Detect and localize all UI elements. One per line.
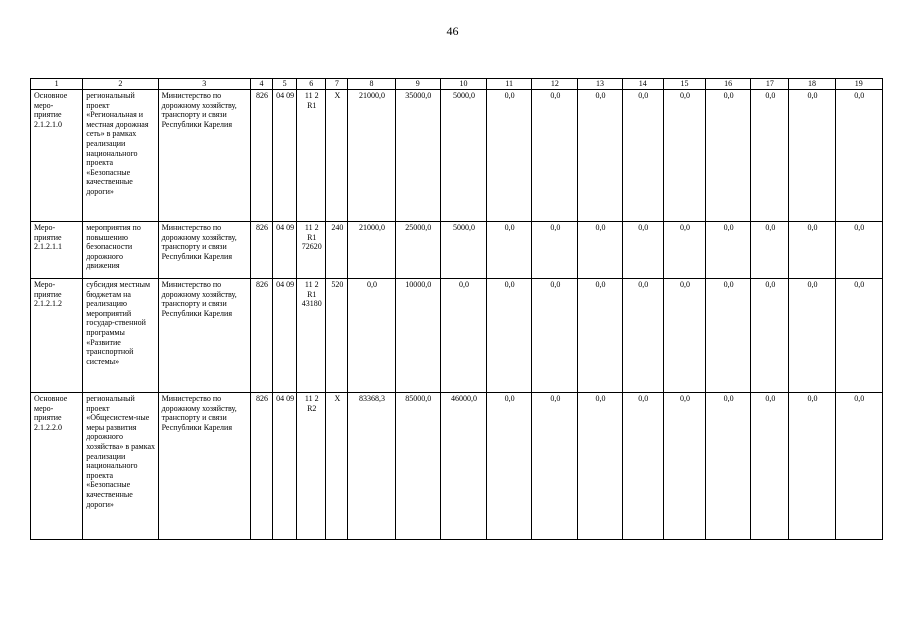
cell-grbs: 826 [251,393,273,540]
cell-event-name: субсидия местным бюджетам на реализацию мероприятий государ-ственной программы «Развитие транспортной системы» [83,279,158,393]
column-header: 19 [835,79,882,90]
budget-table [30,78,883,540]
cell-event-type: Меро-приятие 2.1.2.1.1 [31,222,83,279]
cell-value: 0,0 [578,90,622,222]
cell-executor: Министерство по дорожному хозяйству, транспорту и связи Республики Карелия [158,279,250,393]
cell-executor: Министерство по дорожному хозяйству, транспорту и связи Республики Карелия [158,393,250,540]
cell-value: 0,0 [348,279,395,393]
cell-grbs: 826 [251,222,273,279]
cell-expense-type: X [326,393,348,540]
cell-expense-type: 240 [326,222,348,279]
cell-value: 0,0 [622,222,663,279]
cell-expense-type: 520 [326,279,348,393]
cell-section: 04 09 [273,393,297,540]
cell-value: 0,0 [532,222,578,279]
table-row [31,222,883,279]
cell-value: 0,0 [835,222,882,279]
cell-section: 04 09 [273,279,297,393]
cell-value: 0,0 [789,222,835,279]
column-header: 17 [751,79,789,90]
cell-executor: Министерство по дорожному хозяйству, транспорту и связи Республики Карелия [158,90,250,222]
cell-value: 83368,3 [348,393,395,540]
cell-value: 0,0 [751,90,789,222]
cell-value: 0,0 [440,279,486,393]
column-header: 9 [395,79,440,90]
cell-value: 0,0 [487,90,532,222]
cell-value: 85000,0 [395,393,440,540]
cell-value: 0,0 [622,279,663,393]
cell-value: 0,0 [751,393,789,540]
cell-expense-type: X [326,90,348,222]
cell-value: 0,0 [706,90,751,222]
cell-executor: Министерство по дорожному хозяйству, транспорту и связи Республики Карелия [158,222,250,279]
cell-value: 0,0 [578,222,622,279]
cell-value: 0,0 [622,90,663,222]
table-row [31,90,883,222]
cell-value: 0,0 [789,393,835,540]
cell-grbs: 826 [251,90,273,222]
cell-value: 0,0 [578,279,622,393]
cell-event-name: региональный проект «Региональная и местная дорожная сеть» в рамках реализации национального проекта «Безопасные качественные дороги» [83,90,158,222]
cell-event-name: региональный проект «Общесистем-ные меры развития дорожного хозяйства» в рамках реализации национального проекта «Безопасные качественные дороги» [83,393,158,540]
cell-value: 10000,0 [395,279,440,393]
cell-value: 0,0 [706,279,751,393]
cell-value: 0,0 [789,90,835,222]
cell-event-name: мероприятия по повышению безопасности дорожного движения [83,222,158,279]
cell-value: 0,0 [789,279,835,393]
cell-value: 0,0 [663,279,705,393]
column-header: 3 [158,79,250,90]
cell-value: 0,0 [751,279,789,393]
cell-value: 0,0 [487,393,532,540]
cell-section: 04 09 [273,222,297,279]
cell-target-article: 11 2 R1 [297,90,326,222]
cell-value: 5000,0 [440,222,486,279]
cell-value: 0,0 [622,393,663,540]
cell-event-type: Основное меро-приятие 2.1.2.1.0 [31,90,83,222]
header-row [31,79,883,90]
cell-target-article: 11 2 R1 72620 [297,222,326,279]
cell-target-article: 11 2 R1 43180 [297,279,326,393]
cell-value: 0,0 [487,279,532,393]
column-header: 7 [326,79,348,90]
cell-value: 21000,0 [348,222,395,279]
cell-value: 0,0 [532,279,578,393]
cell-value: 0,0 [663,90,705,222]
cell-target-article: 11 2 R2 [297,393,326,540]
cell-value: 0,0 [706,393,751,540]
cell-value: 0,0 [663,393,705,540]
cell-value: 35000,0 [395,90,440,222]
cell-value: 0,0 [835,90,882,222]
cell-event-type: Меро-приятие 2.1.2.1.2 [31,279,83,393]
column-header: 15 [663,79,705,90]
cell-value: 0,0 [532,393,578,540]
cell-value: 0,0 [835,279,882,393]
column-header: 6 [297,79,326,90]
column-header: 8 [348,79,395,90]
column-header: 11 [487,79,532,90]
column-header: 16 [706,79,751,90]
column-header: 12 [532,79,578,90]
page-number: 46 [446,24,459,38]
cell-value: 21000,0 [348,90,395,222]
column-header: 4 [251,79,273,90]
column-header: 18 [789,79,835,90]
cell-event-type: Основное меро-приятие 2.1.2.2.0 [31,393,83,540]
column-header: 1 [31,79,83,90]
column-header: 14 [622,79,663,90]
column-header: 10 [440,79,486,90]
cell-value: 5000,0 [440,90,486,222]
column-header: 13 [578,79,622,90]
cell-section: 04 09 [273,90,297,222]
cell-value: 0,0 [487,222,532,279]
cell-value: 0,0 [578,393,622,540]
cell-value: 0,0 [532,90,578,222]
table-row [31,279,883,393]
cell-grbs: 826 [251,279,273,393]
cell-value: 0,0 [706,222,751,279]
cell-value: 46000,0 [440,393,486,540]
cell-value: 0,0 [835,393,882,540]
table-row [31,393,883,540]
cell-value: 25000,0 [395,222,440,279]
cell-value: 0,0 [663,222,705,279]
column-header: 2 [83,79,158,90]
column-header: 5 [273,79,297,90]
cell-value: 0,0 [751,222,789,279]
